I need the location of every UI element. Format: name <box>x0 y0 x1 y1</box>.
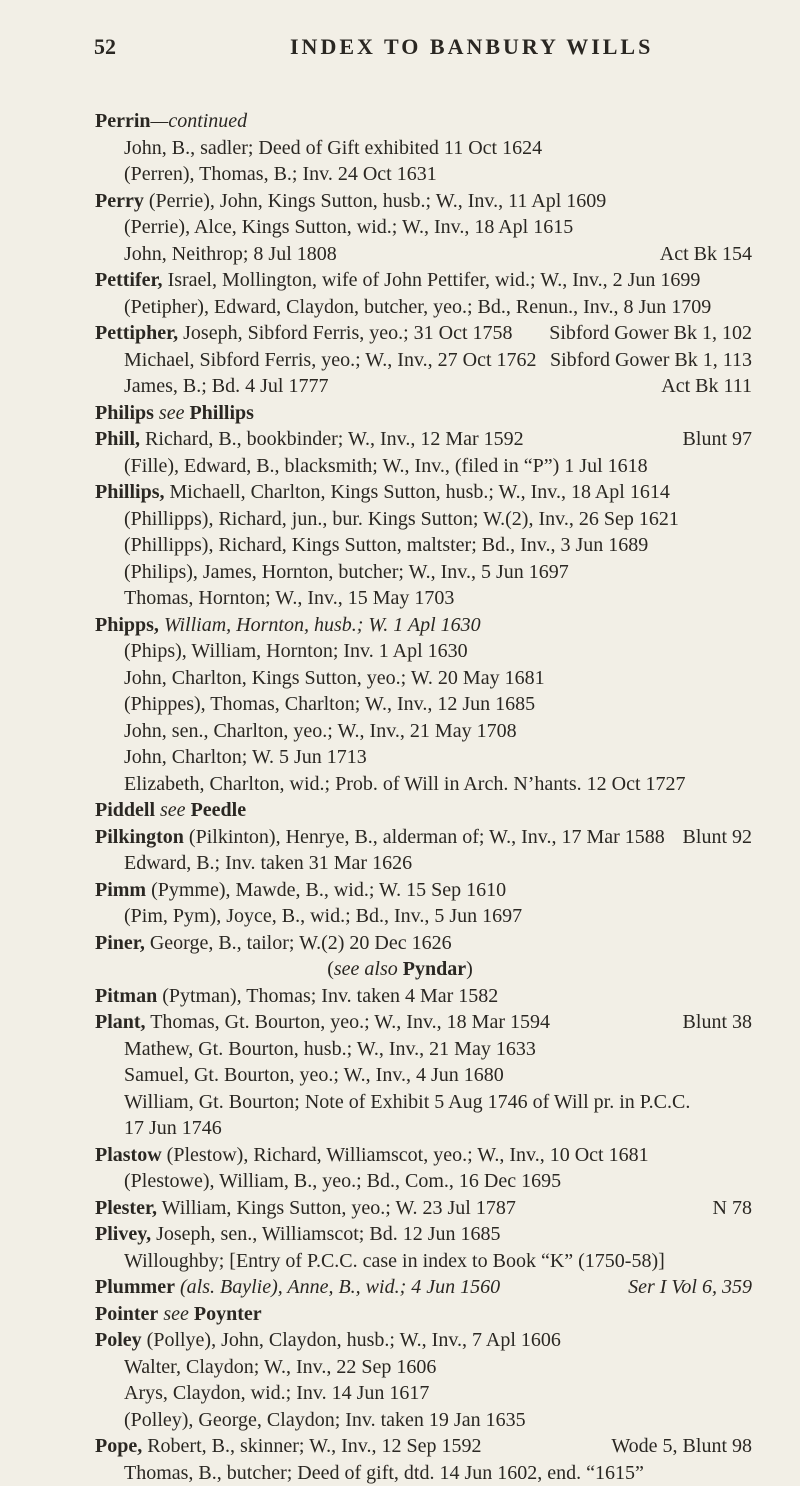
entry-text <box>124 1460 644 1486</box>
index-entry-heading <box>0 267 800 294</box>
index-entry-line <box>0 214 800 241</box>
index-entry-heading <box>0 426 800 453</box>
entry-details: (Phillipps), Richard, Kings Sutton, maltster; Bd., Inv., 3 Jun 1689 <box>124 534 648 556</box>
reference: Wode 5, Blunt 98 <box>611 1433 752 1460</box>
reference: Act Bk 154 <box>660 241 752 268</box>
reference: Blunt 97 <box>683 426 752 453</box>
surname: Perrin <box>95 110 151 132</box>
entry-text <box>124 1062 504 1089</box>
entry-text <box>124 1354 436 1381</box>
entry-text <box>124 373 328 400</box>
index-entry-line <box>0 744 800 771</box>
entry-details: (Polley), George, Claydon; Inv. taken 19 Jan 1635 <box>124 1409 526 1431</box>
index-entry-line <box>0 1407 800 1434</box>
index-entry-line <box>0 373 800 400</box>
surname: Pimm <box>95 879 146 901</box>
entry-text <box>124 453 648 480</box>
entry-text <box>95 797 246 824</box>
index-entry-line <box>0 771 800 798</box>
entry-text <box>95 1009 550 1036</box>
surname: Pope, <box>95 1435 142 1457</box>
entry-details: Michaell, Charlton, Kings Sutton, husb.; W., Inv., 18 Apl 1614 <box>164 481 669 503</box>
surname: Phillips, <box>95 481 164 503</box>
entry-text <box>124 135 542 162</box>
surname: Plant, <box>95 1011 146 1033</box>
entry-text <box>124 347 537 374</box>
entry-details: (Phippes), Thomas, Charlton; W., Inv., 12 Jun 1685 <box>124 693 535 715</box>
cross-reference-surname: Phillips <box>189 402 253 424</box>
entry-text <box>95 1433 481 1460</box>
entry-text <box>95 1195 516 1222</box>
surname: Plastow <box>95 1144 162 1166</box>
surname: Plummer <box>95 1276 175 1298</box>
index-entry-line <box>0 1460 800 1486</box>
entry-text <box>95 188 606 215</box>
surname: Plester, <box>95 1197 157 1219</box>
entry-details: (Perrie), John, Kings Sutton, husb.; W., Inv., 11 Apl 1609 <box>144 190 606 212</box>
paren: ) <box>466 958 473 980</box>
index-entry-line <box>0 1380 800 1407</box>
entry-text <box>124 585 454 612</box>
page-header <box>0 34 800 64</box>
entry-text <box>124 1036 536 1063</box>
entry-text <box>95 1301 262 1328</box>
index-entry-line <box>0 1168 800 1195</box>
surname: Perry <box>95 190 144 212</box>
entry-text <box>124 1089 690 1116</box>
entry-details: Elizabeth, Charlton, wid.; Prob. of Will in Arch. N’hants. 12 Oct 1727 <box>124 773 686 795</box>
index-entry-heading <box>0 1009 800 1036</box>
entry-text <box>95 479 670 506</box>
entry-text <box>124 665 545 692</box>
entry-details: Robert, B., skinner; W., Inv., 12 Sep 1592 <box>142 1435 481 1457</box>
index-entry-heading <box>0 188 800 215</box>
index-entry-line <box>0 665 800 692</box>
entry-details: (als. Baylie), Anne, B., wid.; 4 Jun 1560 <box>175 1276 500 1298</box>
index-entry-line <box>0 506 800 533</box>
index-entry-line <box>0 585 800 612</box>
entry-text <box>95 1142 649 1169</box>
index-entry-heading <box>0 108 800 135</box>
index-entry-line <box>0 718 800 745</box>
reference: Ser I Vol 6, 359 <box>628 1274 752 1301</box>
entry-text <box>95 426 524 453</box>
index-entry-heading <box>0 1195 800 1222</box>
entry-text <box>124 1248 665 1275</box>
entry-text <box>95 930 452 957</box>
index-entry-heading <box>0 479 800 506</box>
index-entry-heading <box>0 824 800 851</box>
entry-text <box>95 320 513 347</box>
entry-text <box>124 691 535 718</box>
entry-details: Samuel, Gt. Bourton, yeo.; W., Inv., 4 Jun 1680 <box>124 1064 504 1086</box>
surname: Piner, <box>95 932 145 954</box>
entry-details: (Phips), William, Hornton; Inv. 1 Apl 1630 <box>124 640 468 662</box>
index-entry-line <box>0 1036 800 1063</box>
surname: Plivey, <box>95 1223 151 1245</box>
index-entry-heading <box>0 1301 800 1328</box>
reference: Sibford Gower Bk 1, 113 <box>550 347 752 374</box>
index-entry-line <box>0 135 800 162</box>
entry-text <box>124 506 679 533</box>
index-entry-line <box>0 294 800 321</box>
entry-text <box>124 850 412 877</box>
index-entry-line <box>0 559 800 586</box>
entry-details: Willoughby; [Entry of P.C.C. case in index to Book “K” (1750-58)] <box>124 1250 665 1272</box>
running-title: INDEX TO BANBURY WILLS <box>290 34 653 60</box>
reference: Blunt 92 <box>683 824 752 851</box>
entry-text <box>124 1380 429 1407</box>
entry-details: Joseph, Sibford Ferris, yeo.; 31 Oct 1758 <box>178 322 512 344</box>
entry-text <box>124 1168 561 1195</box>
entry-details: (Pytman), Thomas; Inv. taken 4 Mar 1582 <box>157 985 498 1007</box>
entry-details: Edward, B.; Inv. taken 31 Mar 1626 <box>124 852 412 874</box>
entry-text <box>124 638 468 665</box>
entry-text <box>124 559 569 586</box>
entry-details: 17 Jun 1746 <box>124 1117 222 1139</box>
index-entry-heading <box>0 400 800 427</box>
index-entry-heading <box>0 797 800 824</box>
entry-details: Mathew, Gt. Bourton, husb.; W., Inv., 21 May 1633 <box>124 1038 536 1060</box>
entry-text <box>95 1327 561 1354</box>
surname: Pettipher, <box>95 322 178 344</box>
page-number: 52 <box>94 34 116 60</box>
surname: Phipps, <box>95 614 159 636</box>
entry-text <box>124 294 711 321</box>
surname: Poley <box>95 1329 142 1351</box>
entry-text <box>124 744 367 771</box>
entry-text <box>95 108 247 135</box>
index-entry-heading <box>0 877 800 904</box>
entry-text <box>124 241 337 268</box>
entry-details: Israel, Mollington, wife of John Pettifer, wid.; W., Inv., 2 Jun 1699 <box>163 269 701 291</box>
entry-details: Thomas, Hornton; W., Inv., 15 May 1703 <box>124 587 454 609</box>
surname: Pyndar <box>403 958 466 980</box>
index-entry-line <box>0 347 800 374</box>
reference: N 78 <box>713 1195 752 1222</box>
surname: Pilkington <box>95 826 184 848</box>
entry-details: see <box>158 1303 194 1325</box>
entry-details: see <box>155 799 191 821</box>
entry-text <box>95 877 506 904</box>
entry-details: (Pymme), Mawde, B., wid.; W. 15 Sep 1610 <box>146 879 506 901</box>
entry-text <box>124 718 517 745</box>
entry-details: (Plestowe), William, B., yeo.; Bd., Com., 16 Dec 1695 <box>124 1170 561 1192</box>
entry-details: (Phillipps), Richard, jun., bur. Kings Sutton; W.(2), Inv., 26 Sep 1621 <box>124 508 679 530</box>
entry-details: see <box>154 402 190 424</box>
entry-details: William, Gt. Bourton; Note of Exhibit 5 Aug 1746 of Will pr. in P.C.C. <box>124 1091 690 1113</box>
entry-details: Thomas, Gt. Bourton, yeo.; W., Inv., 18 Mar 1594 <box>146 1011 550 1033</box>
index-entry-line <box>0 1354 800 1381</box>
entry-text <box>95 612 481 639</box>
entry-details: James, B.; Bd. 4 Jul 1777 <box>124 375 328 397</box>
reference: Act Bk 111 <box>661 373 752 400</box>
surname: Phill, <box>95 428 140 450</box>
entry-details: Thomas, B., butcher; Deed of gift, dtd. 14 Jun 1602, end. “1615” <box>124 1462 644 1484</box>
cross-reference-surname: Poynter <box>194 1303 262 1325</box>
entry-details: —continued <box>151 110 248 132</box>
entry-text <box>124 532 648 559</box>
index-entry-heading <box>0 930 800 957</box>
entry-details: (Fille), Edward, B., blacksmith; W., Inv., (filed in “P”) 1 Jul 1618 <box>124 455 648 477</box>
index-entry-heading <box>0 1433 800 1460</box>
entry-text <box>124 1115 222 1142</box>
entry-text <box>124 214 573 241</box>
entry-details: Richard, B., bookbinder; W., Inv., 12 Mar 1592 <box>140 428 524 450</box>
entry-details: Joseph, sen., Williamscot; Bd. 12 Jun 1685 <box>151 1223 500 1245</box>
index-entry-line <box>0 241 800 268</box>
entry-text <box>95 1274 500 1301</box>
entry-details: John, Charlton, Kings Sutton, yeo.; W. 20 May 1681 <box>124 667 545 689</box>
entry-text <box>124 903 522 930</box>
surname: Philips <box>95 402 154 424</box>
paren: ( <box>327 958 334 980</box>
index-entry-heading <box>0 612 800 639</box>
entry-text <box>124 771 686 798</box>
index-entry-line <box>0 1062 800 1089</box>
index-entry-line <box>0 638 800 665</box>
surname: Pointer <box>95 1303 158 1325</box>
index-entry-line <box>0 161 800 188</box>
reference: Sibford Gower Bk 1, 102 <box>549 320 752 347</box>
entry-details: Walter, Claydon; W., Inv., 22 Sep 1606 <box>124 1356 436 1378</box>
entry-text <box>95 983 498 1010</box>
reference: Blunt 38 <box>683 1009 752 1036</box>
entry-details: (Pim, Pym), Joyce, B., wid.; Bd., Inv., 5 Jun 1697 <box>124 905 522 927</box>
cross-reference-label: see also <box>334 958 403 980</box>
index-entry-heading <box>0 320 800 347</box>
entry-text <box>0 956 800 983</box>
index-entries <box>0 108 800 1486</box>
surname: Piddell <box>95 799 155 821</box>
index-entry-heading <box>0 1221 800 1248</box>
entry-details: (Perren), Thomas, B.; Inv. 24 Oct 1631 <box>124 163 437 185</box>
index-entry-line <box>0 1248 800 1275</box>
index-entry-line <box>0 1089 800 1116</box>
entry-details: (Perrie), Alce, Kings Sutton, wid.; W., Inv., 18 Apl 1615 <box>124 216 573 238</box>
index-entry-line <box>0 903 800 930</box>
entry-text <box>124 1407 526 1434</box>
entry-text <box>95 824 665 851</box>
entry-details: William, Kings Sutton, yeo.; W. 23 Jul 1787 <box>157 1197 516 1219</box>
entry-details: John, sen., Charlton, yeo.; W., Inv., 21 May 1708 <box>124 720 517 742</box>
index-entry-line <box>0 956 800 983</box>
index-entry-heading <box>0 1327 800 1354</box>
entry-details: Michael, Sibford Ferris, yeo.; W., Inv., 27 Oct 1762 <box>124 349 537 371</box>
index-entry-line <box>0 691 800 718</box>
entry-details: (Pilkinton), Henrye, B., alderman of; W., Inv., 17 Mar 1588 <box>184 826 665 848</box>
entry-details: (Petipher), Edward, Claydon, butcher, yeo.; Bd., Renun., Inv., 8 Jun 1709 <box>124 296 711 318</box>
index-entry-line <box>0 1115 800 1142</box>
entry-details: George, B., tailor; W.(2) 20 Dec 1626 <box>145 932 452 954</box>
entry-details: Arys, Claydon, wid.; Inv. 14 Jun 1617 <box>124 1382 429 1404</box>
entry-details: John, B., sadler; Deed of Gift exhibited 11 Oct 1624 <box>124 137 542 159</box>
entry-text <box>95 1221 500 1248</box>
entry-text <box>95 400 254 427</box>
cross-reference-surname: Peedle <box>191 799 247 821</box>
surname: Pettifer, <box>95 269 163 291</box>
index-entry-heading <box>0 983 800 1010</box>
entry-details: (Pollye), John, Claydon, husb.; W., Inv., 7 Apl 1606 <box>142 1329 561 1351</box>
entry-details: (Philips), James, Hornton, butcher; W., Inv., 5 Jun 1697 <box>124 561 569 583</box>
entry-details: (Plestow), Richard, Williamscot, yeo.; W., Inv., 10 Oct 1681 <box>162 1144 649 1166</box>
index-entry-heading <box>0 1142 800 1169</box>
index-entry-line <box>0 453 800 480</box>
index-entry-heading <box>0 1274 800 1301</box>
index-entry-line <box>0 532 800 559</box>
entry-details: John, Neithrop; 8 Jul 1808 <box>124 243 337 265</box>
entry-text <box>124 161 437 188</box>
surname: Pitman <box>95 985 157 1007</box>
entry-text <box>95 267 700 294</box>
entry-details: John, Charlton; W. 5 Jun 1713 <box>124 746 367 768</box>
index-entry-line <box>0 850 800 877</box>
entry-details: William, Hornton, husb.; W. 1 Apl 1630 <box>159 614 481 636</box>
